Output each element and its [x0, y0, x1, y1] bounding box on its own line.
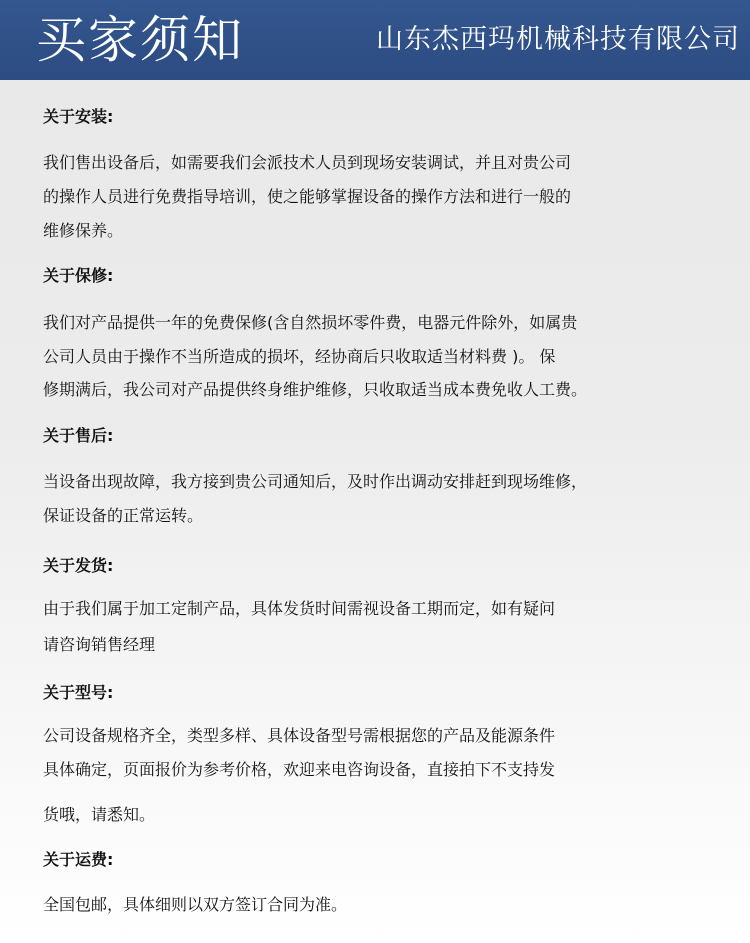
section-text-line: 维修保养。 [43, 221, 124, 240]
section-text-line: 由于我们属于加工定制产品，具体发货时间需视设备工期而定，如有疑问 [43, 599, 556, 618]
section-text-line: 全国包邮，具体细则以双方签订合同为准。 [43, 895, 348, 914]
section-text-line: 具体确定，页面报价为参考价格，欢迎来电咨询设备，直接拍下不支持发 [43, 760, 556, 779]
company-name: 山东杰西玛机械科技有限公司 [376, 24, 740, 55]
section-heading-after-sales: 关于售后: [43, 426, 114, 445]
section-heading-shipping: 关于发货: [43, 556, 114, 575]
section-text-line: 保证设备的正常运转。 [43, 506, 204, 525]
section-text-line: 公司人员由于操作不当所造成的损坏，经协商后只收取适当材料费 )。 保 [43, 347, 556, 366]
section-text-line: 公司设备规格齐全，类型多样、具体设备型号需根据您的产品及能源条件 [43, 726, 556, 745]
section-text-line: 我们售出设备后，如需要我们会派技术人员到现场安装调试，并且对贵公司 [43, 153, 572, 172]
section-heading-freight: 关于运费: [43, 850, 114, 869]
section-text-line: 的操作人员进行免费指导培训，使之能够掌握设备的操作方法和进行一般的 [43, 187, 572, 206]
section-text-line: 当设备出现故障，我方接到贵公司通知后，及时作出调动安排赶到现场维修， [43, 472, 588, 491]
page-title: 买家须知 [36, 11, 244, 69]
section-text-line: 请咨询销售经理 [43, 635, 156, 654]
section-text-line: 修期满后，我公司对产品提供终身维护维修，只收取适当成本费免收人工费。 [43, 380, 588, 399]
section-heading-installation: 关于安装: [43, 107, 114, 126]
header-banner [0, 0, 750, 80]
section-text-line: 我们对产品提供一年的免费保修(含自然损坏零件费，电器元件除外，如属贵 [43, 313, 578, 332]
section-heading-warranty: 关于保修: [43, 266, 114, 285]
section-heading-model: 关于型号: [43, 683, 114, 702]
notice-content [0, 80, 750, 943]
section-text-line: 货哦，请悉知。 [43, 805, 156, 824]
